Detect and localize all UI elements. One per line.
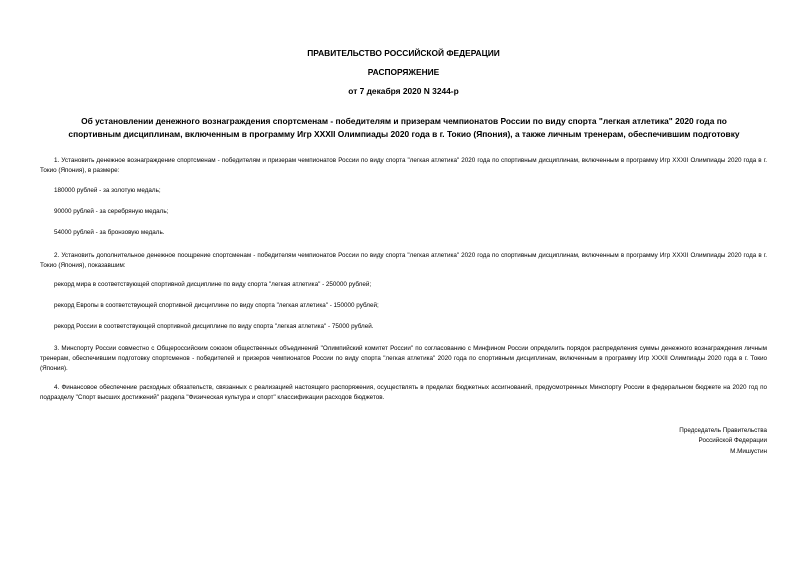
list-item: рекорд мира в соответствующей спортивной дисциплине по виду спорта "легкая атлетика" - 250000 рублей; — [54, 281, 372, 288]
list-item: рекорд России в соответствующей спортивной дисциплине по виду спорта "легкая атлетика" - 75000 рублей. — [54, 323, 374, 330]
list-item: 180000 рублей - за золотую медаль; — [54, 187, 161, 194]
signature-position: Председатель Правительства — [679, 427, 767, 434]
government-heading: ПРАВИТЕЛЬСТВО РОССИЙСКОЙ ФЕДЕРАЦИИ — [307, 48, 500, 58]
paragraph-2: 2. Установить дополнительное денежное поощрение спортсменам - победителям чемпионатов России по виду спорта "легкая атлетика" 2020 года по спортивным дисциплинам, включенным в программу Игр XXXII Олимпиады 2020 года в г. Токио (Япония), показавшим: — [40, 252, 767, 269]
document-title-line-1: Об установлении денежного вознаграждения спортсменам - победителям и призерам чемпионатов России по виду спорта "легкая атлетика" 2020 года по — [81, 116, 727, 126]
signature-name: М.Мишустин — [730, 448, 767, 455]
document-type-heading: РАСПОРЯЖЕНИЕ — [367, 67, 440, 77]
list-item: 90000 рублей - за серебряную медаль; — [54, 208, 169, 215]
list-item: рекорд Европы в соответствующей спортивной дисциплине по виду спорта "легкая атлетика" - 150000 рублей; — [54, 302, 379, 309]
document-title-line-2: спортивным дисциплинам, включенным в программу Игр XXXII Олимпиады 2020 года в г. Токио (Япония), а также личным тренерам, обеспечившим подготовку — [68, 129, 740, 139]
paragraph-4: 4. Финансовое обеспечение расходных обязательств, связанных с реализацией настоящего распоряжения, осуществлять в пределах бюджетных ассигнований, предусмотренных Минспорту России в федеральном бюджете на 2020 год по подразделу "Спорт высших достижений" раздела "Физическая культура и спорт" классификации расходов бюджетов. — [40, 384, 767, 401]
signature-organization: Российской Федерации — [698, 437, 767, 444]
date-number-heading: от 7 декабря 2020 N 3244-р — [348, 86, 459, 96]
paragraph-1: 1. Установить денежное вознаграждение спортсменам - победителям и призерам чемпионатов России по виду спорта "легкая атлетика" 2020 года по спортивным дисциплинам, включенным в программу Игр XXXII Олимпиады 2020 года в г. Токио (Япония), в размере: — [40, 157, 767, 174]
paragraph-3: 3. Минспорту России совместно с Общероссийским союзом общественных объединений "Олимпийский комитет России" по согласованию с Минфином России определить порядок распределения суммы денежного вознаграждения личным тренерам, обеспечившим подготовку спортсменов - победителей и призеров чемпионатов России по виду спорта "легкая атлетика" 2020 года по спортивным дисциплинам, включенным в программу Игр XXXII Олимпиады 2020 года в г. Токио (Япония). — [40, 345, 767, 372]
list-item: 54000 рублей - за бронзовую медаль. — [54, 229, 165, 236]
